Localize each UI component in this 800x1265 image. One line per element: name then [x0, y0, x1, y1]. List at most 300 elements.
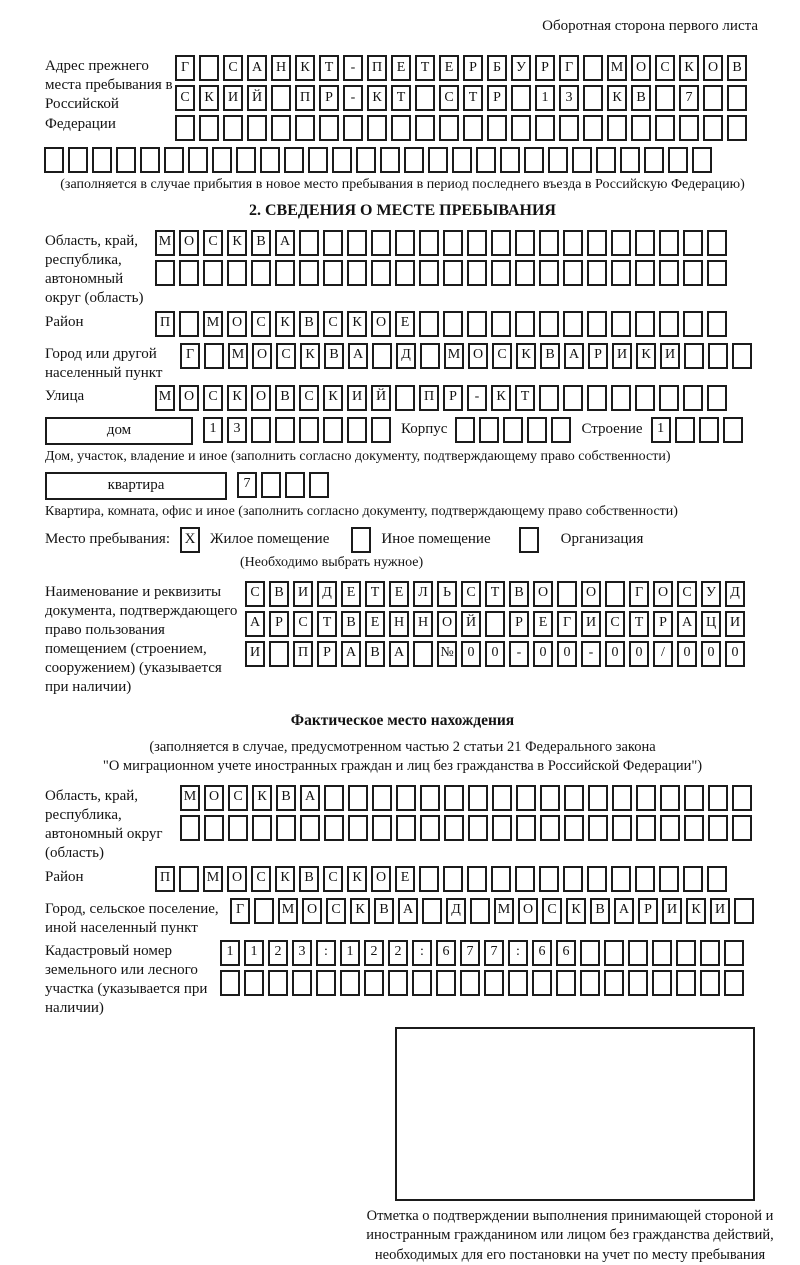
char-cell[interactable]	[443, 311, 463, 337]
char-cell[interactable]	[516, 815, 536, 841]
char-cell[interactable]: И	[612, 343, 632, 369]
char-cell[interactable]: С	[655, 55, 675, 81]
char-cell[interactable]	[635, 230, 655, 256]
char-cell[interactable]	[254, 898, 274, 924]
char-cell[interactable]	[515, 311, 535, 337]
char-cell[interactable]: Г	[180, 343, 200, 369]
char-cell[interactable]: П	[419, 385, 439, 411]
char-cell[interactable]: А	[341, 641, 361, 667]
char-cell[interactable]: Г	[557, 611, 577, 637]
char-cell[interactable]: С	[293, 611, 313, 637]
char-cell[interactable]	[611, 230, 631, 256]
char-cell[interactable]	[607, 115, 627, 141]
char-cell[interactable]	[515, 230, 535, 256]
char-cell[interactable]	[476, 147, 496, 173]
char-cell[interactable]	[319, 115, 339, 141]
char-cell[interactable]	[508, 970, 528, 996]
char-cell[interactable]	[271, 85, 291, 111]
char-cell[interactable]	[179, 866, 199, 892]
char-cell[interactable]: С	[251, 866, 271, 892]
char-cell[interactable]	[708, 343, 728, 369]
char-cell[interactable]: В	[269, 581, 289, 607]
char-cell[interactable]	[703, 115, 723, 141]
char-cell[interactable]: 6	[436, 940, 456, 966]
char-cell[interactable]	[596, 147, 616, 173]
char-cell[interactable]	[707, 385, 727, 411]
char-cell[interactable]: И	[223, 85, 243, 111]
char-cell[interactable]	[532, 970, 552, 996]
char-cell[interactable]	[659, 230, 679, 256]
char-cell[interactable]: А	[247, 55, 267, 81]
char-cell[interactable]	[323, 230, 343, 256]
char-cell[interactable]	[491, 230, 511, 256]
char-cell[interactable]	[516, 785, 536, 811]
char-cell[interactable]: И	[347, 385, 367, 411]
char-cell[interactable]: К	[347, 866, 367, 892]
char-cell[interactable]	[228, 815, 248, 841]
char-cell[interactable]	[631, 115, 651, 141]
char-cell[interactable]: О	[302, 898, 322, 924]
char-cell[interactable]: О	[227, 866, 247, 892]
char-cell[interactable]: П	[367, 55, 387, 81]
char-cell[interactable]: 0	[485, 641, 505, 667]
char-cell[interactable]: С	[228, 785, 248, 811]
char-cell[interactable]: 2	[268, 940, 288, 966]
char-cell[interactable]	[316, 970, 336, 996]
char-cell[interactable]	[347, 417, 367, 443]
char-cell[interactable]: М	[228, 343, 248, 369]
char-cell[interactable]: О	[252, 343, 272, 369]
char-cell[interactable]: М	[607, 55, 627, 81]
char-cell[interactable]: О	[703, 55, 723, 81]
char-cell[interactable]	[179, 311, 199, 337]
char-cell[interactable]: :	[508, 940, 528, 966]
char-cell[interactable]: Д	[446, 898, 466, 924]
char-cell[interactable]: К	[275, 866, 295, 892]
char-cell[interactable]	[511, 115, 531, 141]
char-cell[interactable]	[636, 785, 656, 811]
char-cell[interactable]	[204, 343, 224, 369]
char-cell[interactable]	[572, 147, 592, 173]
char-cell[interactable]: В	[275, 385, 295, 411]
char-cell[interactable]	[587, 230, 607, 256]
char-cell[interactable]	[203, 260, 223, 286]
char-cell[interactable]: 0	[677, 641, 697, 667]
char-cell[interactable]: 6	[556, 940, 576, 966]
char-cell[interactable]: А	[245, 611, 265, 637]
char-cell[interactable]	[380, 147, 400, 173]
char-cell[interactable]: Т	[463, 85, 483, 111]
char-cell[interactable]: Н	[271, 55, 291, 81]
char-cell[interactable]: С	[605, 611, 625, 637]
char-cell[interactable]	[467, 866, 487, 892]
char-cell[interactable]	[247, 115, 267, 141]
char-cell[interactable]	[628, 940, 648, 966]
char-cell[interactable]: К	[350, 898, 370, 924]
char-cell[interactable]: 1	[220, 940, 240, 966]
char-cell[interactable]	[479, 417, 499, 443]
char-cell[interactable]	[707, 311, 727, 337]
char-cell[interactable]: 3	[227, 417, 247, 443]
char-cell[interactable]	[539, 385, 559, 411]
char-cell[interactable]	[443, 230, 463, 256]
char-cell[interactable]: О	[518, 898, 538, 924]
char-cell[interactable]	[491, 311, 511, 337]
char-cell[interactable]: О	[653, 581, 673, 607]
char-cell[interactable]: Т	[317, 611, 337, 637]
char-cell[interactable]	[308, 147, 328, 173]
char-cell[interactable]	[261, 472, 281, 498]
char-cell[interactable]	[692, 147, 712, 173]
char-cell[interactable]	[439, 115, 459, 141]
char-cell[interactable]	[420, 343, 440, 369]
char-cell[interactable]	[92, 147, 112, 173]
char-cell[interactable]	[587, 866, 607, 892]
char-cell[interactable]: Р	[638, 898, 658, 924]
char-cell[interactable]: 0	[701, 641, 721, 667]
char-cell[interactable]: Н	[413, 611, 433, 637]
char-cell[interactable]	[251, 417, 271, 443]
char-cell[interactable]	[252, 815, 272, 841]
char-cell[interactable]	[436, 970, 456, 996]
char-cell[interactable]	[563, 230, 583, 256]
char-cell[interactable]: О	[371, 311, 391, 337]
char-cell[interactable]	[412, 970, 432, 996]
char-cell[interactable]: А	[275, 230, 295, 256]
char-cell[interactable]: Р	[535, 55, 555, 81]
char-cell[interactable]	[443, 866, 463, 892]
house-type-box[interactable]: дом	[45, 417, 193, 445]
char-cell[interactable]	[340, 970, 360, 996]
char-cell[interactable]	[199, 115, 219, 141]
char-cell[interactable]	[492, 815, 512, 841]
char-cell[interactable]: П	[295, 85, 315, 111]
char-cell[interactable]	[413, 641, 433, 667]
char-cell[interactable]: №	[437, 641, 457, 667]
char-cell[interactable]	[684, 343, 704, 369]
char-cell[interactable]	[588, 785, 608, 811]
char-cell[interactable]	[275, 260, 295, 286]
char-cell[interactable]	[223, 115, 243, 141]
char-cell[interactable]	[655, 115, 675, 141]
char-cell[interactable]	[675, 417, 695, 443]
char-cell[interactable]: М	[494, 898, 514, 924]
char-cell[interactable]	[299, 230, 319, 256]
apartment-type-box[interactable]: квартира	[45, 472, 227, 500]
char-cell[interactable]: О	[631, 55, 651, 81]
char-cell[interactable]	[364, 970, 384, 996]
char-cell[interactable]: С	[175, 85, 195, 111]
char-cell[interactable]	[452, 147, 472, 173]
char-cell[interactable]	[660, 785, 680, 811]
residence-checkbox-other-premises[interactable]	[351, 527, 371, 553]
char-cell[interactable]: С	[323, 311, 343, 337]
char-cell[interactable]	[724, 970, 744, 996]
char-cell[interactable]: В	[276, 785, 296, 811]
char-cell[interactable]: В	[251, 230, 271, 256]
char-cell[interactable]	[583, 55, 603, 81]
char-cell[interactable]	[260, 147, 280, 173]
char-cell[interactable]	[539, 311, 559, 337]
char-cell[interactable]	[635, 311, 655, 337]
char-cell[interactable]: 0	[605, 641, 625, 667]
char-cell[interactable]: А	[348, 343, 368, 369]
char-cell[interactable]: С	[542, 898, 562, 924]
char-cell[interactable]: К	[607, 85, 627, 111]
char-cell[interactable]: -	[509, 641, 529, 667]
char-cell[interactable]: И	[662, 898, 682, 924]
char-cell[interactable]	[204, 815, 224, 841]
char-cell[interactable]	[467, 260, 487, 286]
char-cell[interactable]	[564, 785, 584, 811]
char-cell[interactable]	[455, 417, 475, 443]
char-cell[interactable]	[683, 866, 703, 892]
char-cell[interactable]	[564, 815, 584, 841]
residence-checkbox-organization[interactable]	[519, 527, 539, 553]
char-cell[interactable]	[443, 260, 463, 286]
char-cell[interactable]	[540, 815, 560, 841]
char-cell[interactable]	[539, 230, 559, 256]
char-cell[interactable]: С	[326, 898, 346, 924]
char-cell[interactable]	[244, 970, 264, 996]
char-cell[interactable]: М	[155, 230, 175, 256]
char-cell[interactable]: 2	[388, 940, 408, 966]
char-cell[interactable]: О	[581, 581, 601, 607]
char-cell[interactable]: Е	[341, 581, 361, 607]
char-cell[interactable]: И	[725, 611, 745, 637]
char-cell[interactable]	[563, 385, 583, 411]
char-cell[interactable]	[323, 417, 343, 443]
char-cell[interactable]	[635, 260, 655, 286]
char-cell[interactable]: Р	[653, 611, 673, 637]
char-cell[interactable]: Т	[391, 85, 411, 111]
char-cell[interactable]	[299, 260, 319, 286]
char-cell[interactable]	[527, 417, 547, 443]
char-cell[interactable]	[683, 385, 703, 411]
char-cell[interactable]: А	[614, 898, 634, 924]
char-cell[interactable]	[347, 260, 367, 286]
char-cell[interactable]	[700, 970, 720, 996]
char-cell[interactable]	[659, 311, 679, 337]
char-cell[interactable]: 0	[533, 641, 553, 667]
char-cell[interactable]: В	[299, 311, 319, 337]
char-cell[interactable]	[116, 147, 136, 173]
char-cell[interactable]	[371, 417, 391, 443]
char-cell[interactable]	[659, 260, 679, 286]
char-cell[interactable]	[395, 230, 415, 256]
char-cell[interactable]	[275, 417, 295, 443]
char-cell[interactable]: Е	[439, 55, 459, 81]
char-cell[interactable]	[419, 311, 439, 337]
char-cell[interactable]: В	[509, 581, 529, 607]
char-cell[interactable]	[347, 230, 367, 256]
char-cell[interactable]	[268, 970, 288, 996]
char-cell[interactable]: Е	[395, 311, 415, 337]
char-cell[interactable]: 1	[651, 417, 671, 443]
char-cell[interactable]: У	[701, 581, 721, 607]
char-cell[interactable]	[580, 970, 600, 996]
char-cell[interactable]	[708, 815, 728, 841]
char-cell[interactable]	[604, 940, 624, 966]
char-cell[interactable]	[285, 472, 305, 498]
char-cell[interactable]	[684, 785, 704, 811]
char-cell[interactable]	[299, 417, 319, 443]
char-cell[interactable]: 6	[532, 940, 552, 966]
char-cell[interactable]	[684, 815, 704, 841]
char-cell[interactable]: В	[631, 85, 651, 111]
char-cell[interactable]: К	[323, 385, 343, 411]
char-cell[interactable]	[611, 311, 631, 337]
char-cell[interactable]: В	[374, 898, 394, 924]
char-cell[interactable]: К	[367, 85, 387, 111]
char-cell[interactable]: О	[533, 581, 553, 607]
char-cell[interactable]	[556, 970, 576, 996]
char-cell[interactable]	[628, 970, 648, 996]
char-cell[interactable]	[515, 866, 535, 892]
char-cell[interactable]: Р	[317, 641, 337, 667]
char-cell[interactable]	[612, 815, 632, 841]
char-cell[interactable]	[727, 115, 747, 141]
char-cell[interactable]: -	[581, 641, 601, 667]
char-cell[interactable]	[491, 866, 511, 892]
char-cell[interactable]: К	[227, 385, 247, 411]
char-cell[interactable]	[391, 115, 411, 141]
char-cell[interactable]: 7	[237, 472, 257, 498]
char-cell[interactable]: В	[324, 343, 344, 369]
char-cell[interactable]	[396, 785, 416, 811]
char-cell[interactable]	[292, 970, 312, 996]
char-cell[interactable]	[372, 785, 392, 811]
char-cell[interactable]	[404, 147, 424, 173]
char-cell[interactable]	[470, 898, 490, 924]
char-cell[interactable]	[676, 940, 696, 966]
char-cell[interactable]: К	[295, 55, 315, 81]
char-cell[interactable]	[180, 815, 200, 841]
char-cell[interactable]: В	[590, 898, 610, 924]
char-cell[interactable]: Т	[515, 385, 535, 411]
char-cell[interactable]	[611, 260, 631, 286]
char-cell[interactable]	[227, 260, 247, 286]
char-cell[interactable]	[588, 815, 608, 841]
char-cell[interactable]	[540, 785, 560, 811]
char-cell[interactable]	[276, 815, 296, 841]
char-cell[interactable]: К	[636, 343, 656, 369]
char-cell[interactable]: Д	[725, 581, 745, 607]
char-cell[interactable]: Й	[247, 85, 267, 111]
char-cell[interactable]	[323, 260, 343, 286]
char-cell[interactable]: 7	[679, 85, 699, 111]
char-cell[interactable]	[420, 785, 440, 811]
char-cell[interactable]: К	[252, 785, 272, 811]
char-cell[interactable]: О	[468, 343, 488, 369]
char-cell[interactable]: М	[203, 866, 223, 892]
char-cell[interactable]	[660, 815, 680, 841]
char-cell[interactable]: -	[343, 55, 363, 81]
char-cell[interactable]	[659, 385, 679, 411]
char-cell[interactable]	[612, 785, 632, 811]
char-cell[interactable]: Л	[413, 581, 433, 607]
char-cell[interactable]	[44, 147, 64, 173]
char-cell[interactable]: Т	[415, 55, 435, 81]
char-cell[interactable]: 7	[484, 940, 504, 966]
char-cell[interactable]	[371, 230, 391, 256]
char-cell[interactable]: С	[203, 385, 223, 411]
char-cell[interactable]: 2	[364, 940, 384, 966]
char-cell[interactable]: Р	[487, 85, 507, 111]
char-cell[interactable]: -	[343, 85, 363, 111]
char-cell[interactable]: Й	[461, 611, 481, 637]
char-cell[interactable]: К	[679, 55, 699, 81]
char-cell[interactable]: М	[180, 785, 200, 811]
char-cell[interactable]: И	[581, 611, 601, 637]
char-cell[interactable]: С	[276, 343, 296, 369]
char-cell[interactable]: О	[251, 385, 271, 411]
char-cell[interactable]	[269, 641, 289, 667]
char-cell[interactable]	[676, 970, 696, 996]
char-cell[interactable]	[68, 147, 88, 173]
char-cell[interactable]: Г	[175, 55, 195, 81]
char-cell[interactable]	[511, 85, 531, 111]
char-cell[interactable]	[164, 147, 184, 173]
char-cell[interactable]	[388, 970, 408, 996]
char-cell[interactable]: 0	[629, 641, 649, 667]
char-cell[interactable]: Г	[230, 898, 250, 924]
char-cell[interactable]	[563, 866, 583, 892]
char-cell[interactable]: М	[278, 898, 298, 924]
char-cell[interactable]: С	[323, 866, 343, 892]
char-cell[interactable]	[140, 147, 160, 173]
char-cell[interactable]	[220, 970, 240, 996]
char-cell[interactable]	[557, 581, 577, 607]
char-cell[interactable]: 1	[203, 417, 223, 443]
char-cell[interactable]: 7	[460, 940, 480, 966]
char-cell[interactable]	[467, 230, 487, 256]
char-cell[interactable]	[295, 115, 315, 141]
char-cell[interactable]	[485, 611, 505, 637]
char-cell[interactable]: Р	[463, 55, 483, 81]
char-cell[interactable]	[583, 85, 603, 111]
char-cell[interactable]	[372, 815, 392, 841]
char-cell[interactable]	[492, 785, 512, 811]
char-cell[interactable]: С	[251, 311, 271, 337]
char-cell[interactable]: 1	[535, 85, 555, 111]
char-cell[interactable]: М	[203, 311, 223, 337]
char-cell[interactable]: В	[299, 866, 319, 892]
char-cell[interactable]	[487, 115, 507, 141]
char-cell[interactable]	[551, 417, 571, 443]
char-cell[interactable]	[707, 260, 727, 286]
char-cell[interactable]	[635, 385, 655, 411]
char-cell[interactable]: 0	[557, 641, 577, 667]
char-cell[interactable]: К	[227, 230, 247, 256]
char-cell[interactable]: Е	[395, 866, 415, 892]
char-cell[interactable]	[604, 970, 624, 996]
char-cell[interactable]: Е	[533, 611, 553, 637]
char-cell[interactable]	[463, 115, 483, 141]
char-cell[interactable]: С	[245, 581, 265, 607]
char-cell[interactable]	[236, 147, 256, 173]
char-cell[interactable]	[188, 147, 208, 173]
char-cell[interactable]: П	[155, 311, 175, 337]
char-cell[interactable]	[587, 311, 607, 337]
char-cell[interactable]	[324, 785, 344, 811]
char-cell[interactable]: В	[341, 611, 361, 637]
char-cell[interactable]	[199, 55, 219, 81]
char-cell[interactable]	[659, 866, 679, 892]
char-cell[interactable]	[559, 115, 579, 141]
char-cell[interactable]: А	[300, 785, 320, 811]
char-cell[interactable]	[396, 815, 416, 841]
